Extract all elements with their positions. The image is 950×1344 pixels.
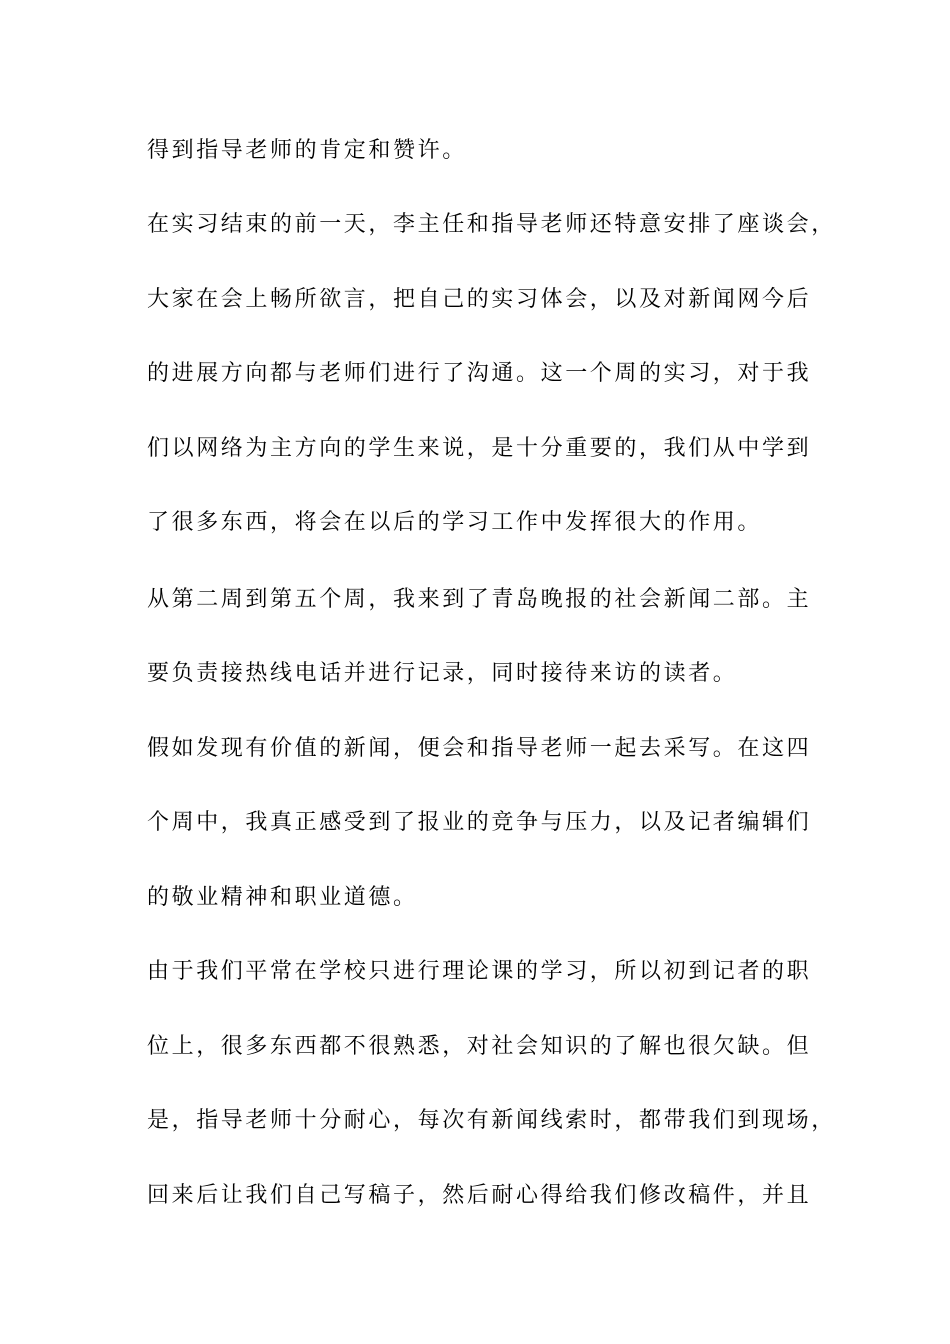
text-line-13: 位上，很多东西都不很熟悉，对社会知识的了解也很欠缺。但: [147, 1034, 812, 1059]
text-line-5: 们以网络为主方向的学生来说，是十分重要的，我们从中学到: [147, 436, 812, 461]
text-line-12: 由于我们平常在学校只进行理论课的学习，所以初到记者的职: [147, 959, 812, 984]
text-line-3: 大家在会上畅所欲言，把自己的实习体会，以及对新闻网今后: [147, 287, 812, 312]
text-line-4: 的进展方向都与老师们进行了沟通。这一个周的实习，对于我: [147, 361, 812, 386]
text-line-14: 是，指导老师十分耐心，每次有新闻线索时，都带我们到现场，: [147, 1108, 836, 1133]
text-line-11: 的敬业精神和职业道德。: [147, 885, 418, 910]
text-line-7: 从第二周到第五个周，我来到了青岛晚报的社会新闻二部。主: [147, 587, 812, 612]
text-line-8: 要负责接热线电话并进行记录，同时接待来访的读者。: [147, 661, 738, 686]
text-line-10: 个周中，我真正感受到了报业的竞争与压力，以及记者编辑们: [147, 810, 812, 835]
text-line-9: 假如发现有价值的新闻，便会和指导老师一起去采写。在这四: [147, 736, 812, 761]
text-line-6: 了很多东西，将会在以后的学习工作中发挥很大的作用。: [147, 510, 763, 535]
text-line-1: 得到指导老师的肯定和赞许。: [147, 138, 467, 163]
text-line-2: 在实习结束的前一天，李主任和指导老师还特意安排了座谈会，: [147, 212, 836, 237]
text-line-15: 回来后让我们自己写稿子，然后耐心得给我们修改稿件，并且: [147, 1183, 812, 1208]
